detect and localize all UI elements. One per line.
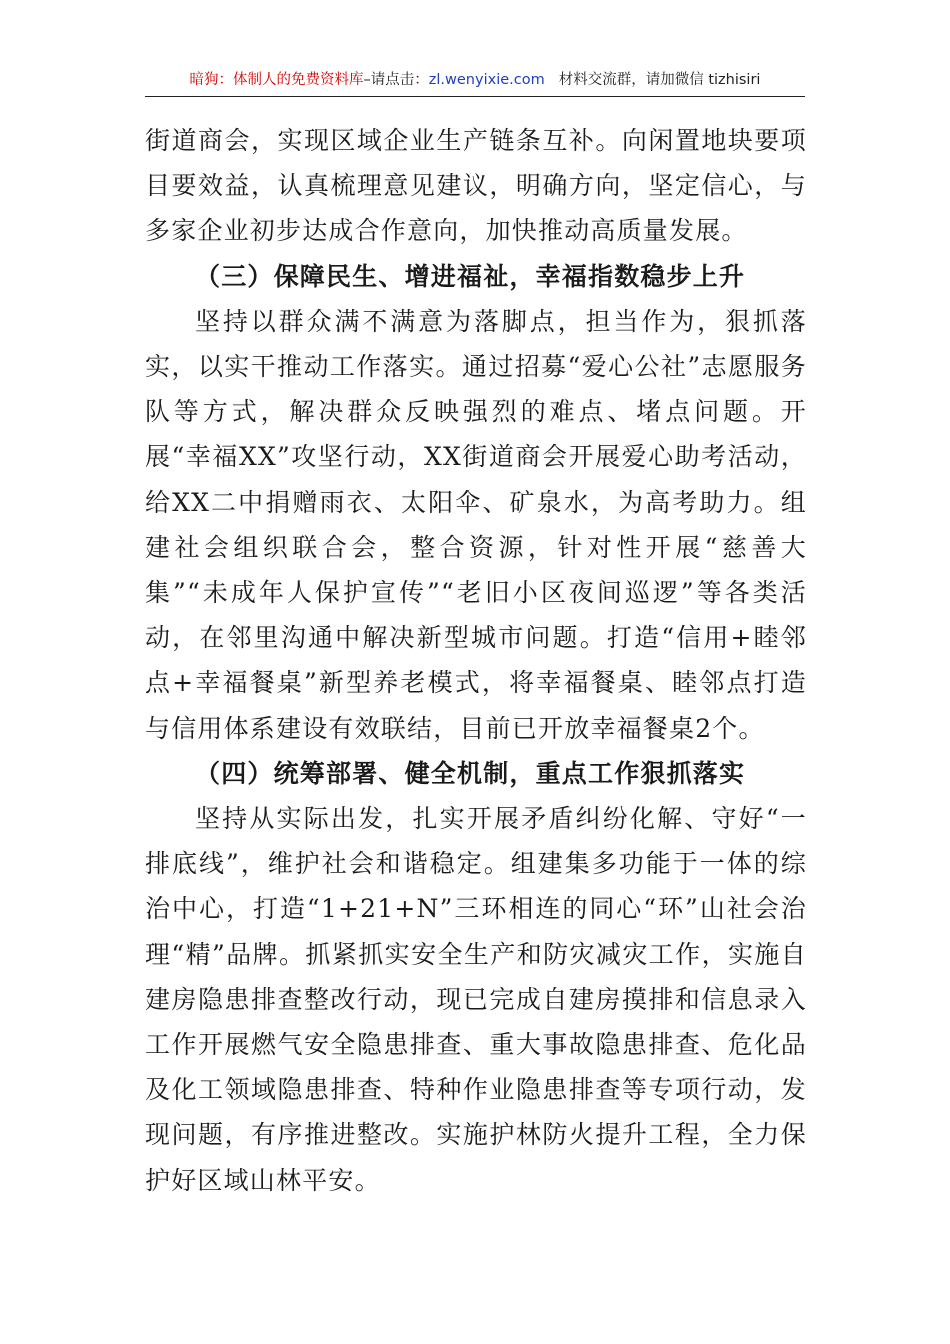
header-contact: 材料交流群，请加微信 tizhisiri xyxy=(558,72,761,88)
section-heading-3: （三）保障民生、增进福祉，幸福指数稳步上升 xyxy=(195,261,746,291)
paragraph-section-3: 坚持以群众满不满意为落脚点，担当作为，狠抓落实，以实干推动工作落实。通过招募“爱心公社”志愿服务队等方式，解决群众反映强烈的难点、堵点问题。开展“幸福XX”攻坚行动，XX街道商会开展爱心助考活动，给XX二中捐赠雨衣、太阳伞、矿泉水，为高考助力。组建社会组织联合会，整合资源，针对性开展“慈善大集”“未成年人保护宣传”“老旧小区夜间巡逻”等各类活动，在邻里沟通中解决新型城市问题。打造“信用+睦邻点+幸福餐桌”新型养老模式，将幸福餐桌、睦邻点打造与信用体系建设有效联结，目前已开放幸福餐桌2个。 xyxy=(145,306,807,743)
section-heading-4: （四）统筹部署、健全机制，重点工作狠抓落实 xyxy=(195,758,746,788)
header-separator: –请点击： xyxy=(363,72,429,88)
paragraph-continuation: 街道商会，实现区域企业生产链条互补。向闲置地块要项目要效益，认真梳理意见建议，明确方向，坚定信心，与多家企业初步达成合作意向，加快推动高质量发展。 xyxy=(145,126,807,246)
document-body xyxy=(145,118,807,1203)
page-header xyxy=(145,66,805,97)
header-link[interactable]: zl.wenyixie.com xyxy=(428,72,545,88)
paragraph-section-4: 坚持从实际出发，扎实开展矛盾纠纷化解、守好“一排底线”，维护社会和谐稳定。组建集多功能于一体的综治中心，打造“1+21+N”三环相连的同心“环”山社会治理“精”品牌。抓紧抓实安全生产和防灾减灾工作，实施自建房隐患排查整改行动，现已完成自建房摸排和信息录入工作开展燃气安全隐患排查、重大事故隐患排查、危化品及化工领域隐患排查、特种作业隐患排查等专项行动，发现问题，有序推进整改。实施护林防火提升工程，全力保护好区域山林平安。 xyxy=(145,804,807,1195)
header-brand: 暗狗：体制人的免费资料库 xyxy=(189,72,364,88)
